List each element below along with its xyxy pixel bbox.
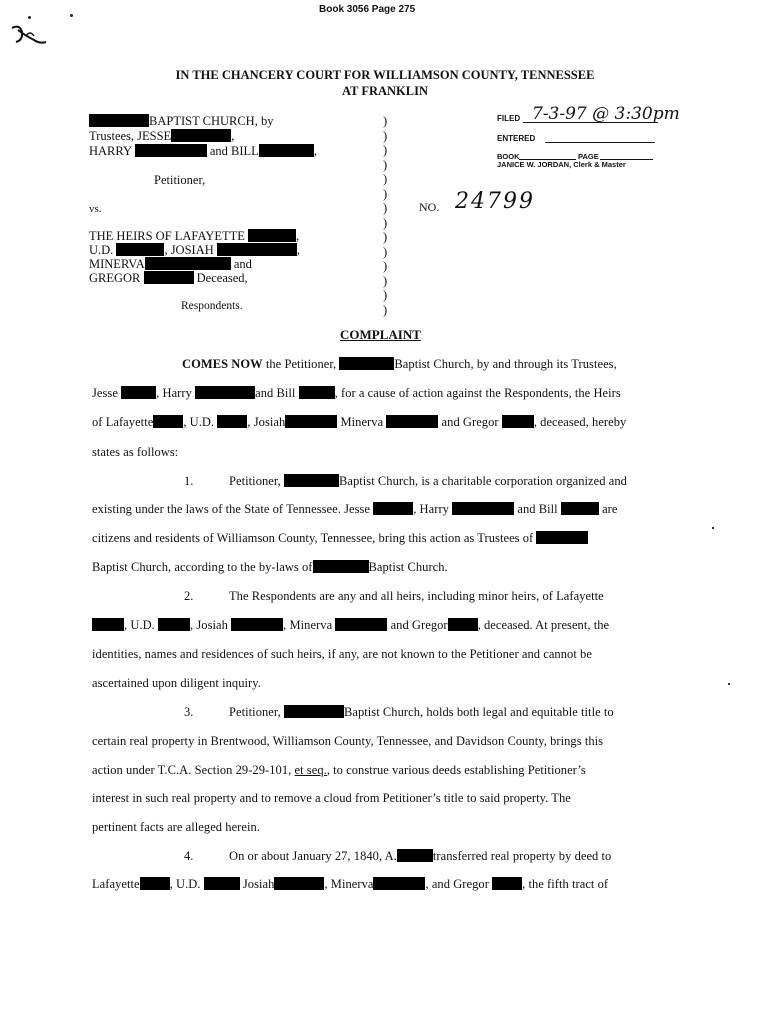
page-label: PAGE <box>578 152 599 161</box>
redaction <box>140 877 170 890</box>
redaction <box>231 618 283 631</box>
handwritten-mark-icon <box>8 22 50 50</box>
scan-mark <box>70 14 73 17</box>
redaction <box>92 618 124 631</box>
entered-line <box>545 142 655 143</box>
redaction <box>248 229 296 242</box>
intro-line-2: Jesse , Harry and Bill , for a cause of action against the Respondents, the Heirs <box>92 386 621 400</box>
book-label: BOOK <box>497 152 520 161</box>
redaction <box>195 386 255 399</box>
redaction <box>536 531 588 544</box>
redaction <box>339 357 394 370</box>
p1-line-1: Petitioner, Baptist Church, is a charitable corporation organized and <box>229 474 627 488</box>
redaction <box>217 243 297 256</box>
p1-number: 1. <box>184 474 194 488</box>
redaction <box>158 618 190 631</box>
p3-number: 3. <box>184 705 194 719</box>
court-subtitle: AT FRANKLIN <box>341 84 428 98</box>
redaction <box>144 271 194 284</box>
redaction <box>335 618 387 631</box>
p1-line-2: existing under the laws of the State of Tennessee. Jesse , Harry and Bill are <box>92 502 618 516</box>
p3-line-5: pertinent facts are alleged herein. <box>92 820 260 834</box>
p2-line-3: identities, names and residences of such heirs, if any, are not known to the Petitioner and cannot be <box>92 647 592 661</box>
redaction <box>373 502 413 515</box>
redaction <box>121 386 156 399</box>
redaction <box>145 257 231 270</box>
case-number: 24799 <box>455 189 535 214</box>
redaction <box>285 415 337 428</box>
redaction <box>284 474 339 487</box>
petitioner-role: Petitioner, <box>154 173 206 187</box>
clerk-name: JANICE W. JORDAN, Clerk & Master <box>497 160 626 169</box>
redaction <box>448 618 478 631</box>
intro-line-3: of Lafayette , U.D. , Josiah Minerva and Gregor , deceased, hereby <box>92 415 627 429</box>
p3-line-2: certain real property in Brentwood, Williamson County, Tennessee, and Davidson County, brings this <box>92 734 604 748</box>
redaction <box>259 144 314 157</box>
filed-label: FILED <box>497 114 521 123</box>
redaction <box>274 877 324 890</box>
p1-line-4: Baptist Church, according to the by-laws of Baptist Church. <box>92 560 448 574</box>
redaction <box>171 129 231 142</box>
redaction <box>89 114 149 127</box>
redaction <box>452 502 514 515</box>
redaction <box>153 415 183 428</box>
scan-mark <box>28 16 31 19</box>
redaction <box>204 877 240 890</box>
petitioner-line-3: HARRY and BILL , <box>89 144 317 158</box>
redaction <box>561 502 599 515</box>
petitioner-line-1: BAPTIST CHURCH, by <box>89 114 273 129</box>
redaction <box>492 877 522 890</box>
redaction <box>502 415 534 428</box>
court-title: IN THE CHANCERY COURT FOR WILLIAMSON COUNTY, TENNESSEE <box>175 68 595 82</box>
p4-number: 4. <box>184 849 194 863</box>
p4-line-1: On or about January 27, 1840, A. transferred real property by deed to <box>229 849 612 863</box>
redaction <box>313 560 369 573</box>
redaction <box>116 243 164 256</box>
p4-line-2: Lafayette , U.D. Josiah , Minerva , and Gregor , the fifth tract of <box>92 877 609 891</box>
intro-line-4: states as follows: <box>92 445 179 459</box>
respondent-line-4: GREGOR Deceased, <box>89 271 248 285</box>
versus: vs. <box>89 203 102 215</box>
case-number-label: NO. <box>419 200 440 214</box>
redaction <box>397 849 433 862</box>
document-title: COMPLAINT <box>340 327 421 342</box>
p3-line-3: action under T.C.A. Section 29-29-101, et seq., to construe various deeds establishing Petitioner’s <box>92 763 586 777</box>
caption-parens: ) ) ) ) ) ) ) ) ) ) ) ) ) ) <box>383 114 388 317</box>
filed-handwritten: 7-3-97 @ 3:30pm <box>532 104 680 124</box>
respondent-role: Respondents. <box>181 300 243 312</box>
redaction <box>373 877 425 890</box>
redaction <box>386 415 438 428</box>
entered-label: ENTERED <box>497 134 536 143</box>
respondent-line-1: THE HEIRS OF LAFAYETTE , <box>89 229 300 243</box>
redaction <box>284 705 344 718</box>
respondent-line-2: U.D. , JOSIAH , <box>89 243 300 257</box>
petitioner-line-2: Trustees, JESSE , <box>89 129 235 143</box>
p1-line-3: citizens and residents of Williamson County, Tennessee, bring this action as Trustees of <box>92 531 588 546</box>
book-page-header: Book 3056 Page 275 <box>319 4 416 15</box>
scan-speck <box>712 527 714 529</box>
respondent-line-3: MINERVA and <box>89 257 252 271</box>
p2-line-4: ascertained upon diligent inquiry. <box>92 676 261 690</box>
intro-line-1: COMES NOW the Petitioner, Baptist Church, by and through its Trustees, <box>182 357 617 371</box>
scan-speck <box>728 683 730 685</box>
p2-line-1: The Respondents are any and all heirs, including minor heirs, of Lafayette <box>229 589 604 603</box>
p2-number: 2. <box>184 589 194 603</box>
redaction <box>217 415 247 428</box>
p3-line-1: Petitioner, Baptist Church, holds both legal and equitable title to <box>229 705 614 719</box>
redaction <box>135 144 207 157</box>
p3-line-4: interest in such real property and to remove a cloud from Petitioner’s title to said property. The <box>92 791 571 805</box>
p2-line-2: , U.D. , Josiah , Minerva and Gregor , deceased. At present, the <box>92 618 609 633</box>
redaction <box>299 386 335 399</box>
